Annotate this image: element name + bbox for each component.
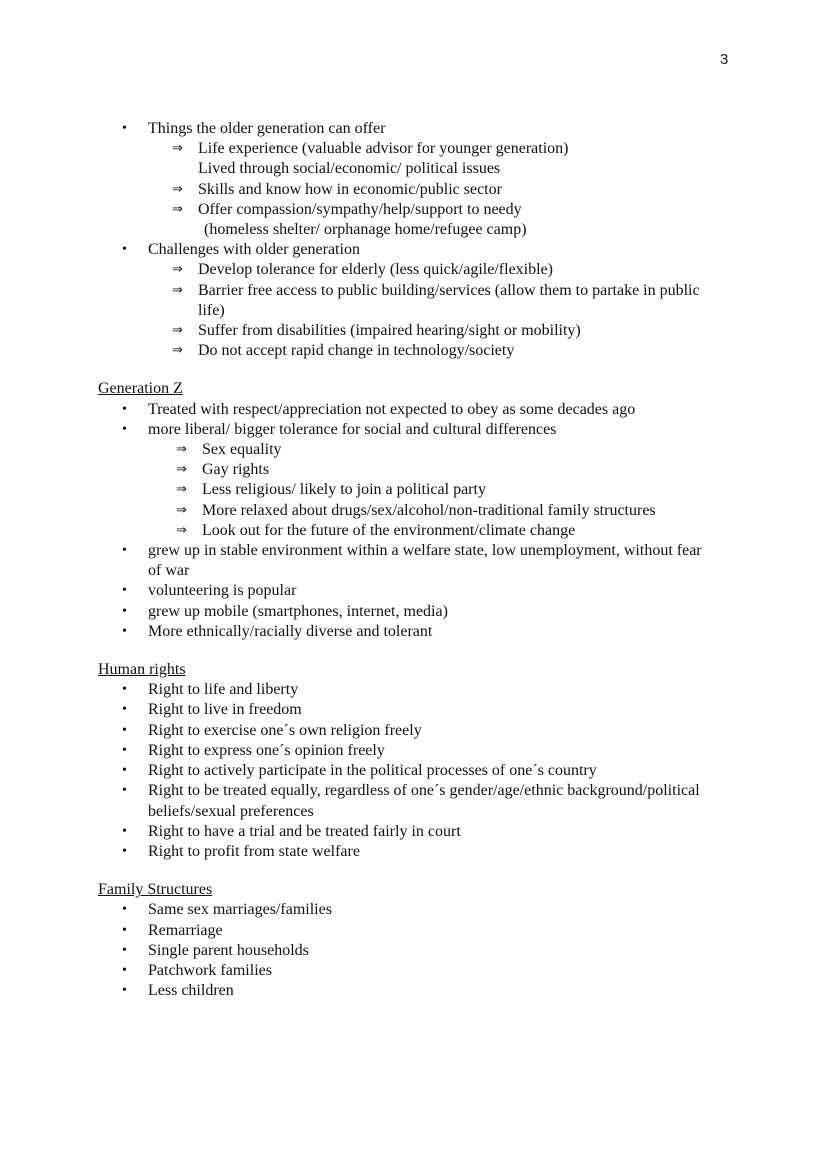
bullet-icon: • (122, 922, 127, 938)
sub-list-item-continuation: (homeless shelter/ orphanage home/refugee camp) (204, 221, 527, 239)
bullet-icon: • (122, 121, 127, 136)
list-item: • Remarriage (98, 921, 738, 941)
bullet-icon: • (122, 763, 127, 779)
bullet-icon: • (122, 962, 127, 978)
bullet-icon: • (122, 942, 127, 958)
sub-list-item: ⇒ Less religious/ likely to join a political party (98, 480, 738, 500)
arrow-icon: ⇒ (176, 502, 187, 518)
list-item: • Right to life and liberty (98, 680, 738, 700)
bullet-icon: • (122, 902, 127, 918)
arrow-icon: ⇒ (172, 343, 183, 359)
sub-list-item: ⇒ Develop tolerance for elderly (less quick/agile/flexible) (98, 260, 738, 280)
bullet-icon: • (122, 623, 127, 639)
list-item: • Right to be treated equally, regardless of one´s gender/age/ethnic background/political (98, 781, 738, 801)
list-item: • Right to have a trial and be treated fairly in court (98, 822, 738, 842)
arrow-icon: ⇒ (172, 181, 183, 197)
page-content (98, 119, 738, 1001)
list-item: • Treated with respect/appreciation not expected to obey as some decades ago (98, 400, 738, 420)
sub-list-item-continuation: life) (198, 301, 225, 319)
list-item: • grew up in stable environment within a welfare state, low unemployment, without fear (98, 541, 738, 561)
list-item-continuation: of war (148, 562, 190, 580)
arrow-icon: ⇒ (176, 522, 187, 538)
arrow-icon: ⇒ (172, 141, 183, 157)
list-item: • volunteering is popular (98, 581, 738, 601)
sub-list-item: ⇒ Barrier free access to public building/services (allow them to partake in public (98, 281, 738, 301)
section-heading-human-rights: Human rights (98, 661, 186, 679)
arrow-icon: ⇒ (176, 442, 187, 458)
section-heading-generation-z: Generation Z (98, 380, 183, 398)
sub-list-item: ⇒ Do not accept rapid change in technology/society (98, 341, 738, 361)
arrow-icon: ⇒ (176, 482, 187, 498)
arrow-icon: ⇒ (172, 282, 183, 298)
bullet-icon: • (122, 242, 127, 258)
list-item: • Right to express one´s opinion freely (98, 741, 738, 761)
sub-list-item: ⇒ Sex equality (98, 440, 738, 460)
bullet-icon: • (122, 702, 127, 718)
bullet-icon: • (122, 742, 127, 758)
list-item: • Things the older generation can offer (98, 119, 738, 139)
bullet-icon: • (122, 823, 127, 839)
list-item: • More ethnically/racially diverse and tolerant (98, 622, 738, 642)
sub-list-item-continuation: Lived through social/economic/ political issues (198, 160, 501, 178)
arrow-icon: ⇒ (176, 462, 187, 478)
list-item: • Right to live in freedom (98, 700, 738, 720)
list-item: • Patchwork families (98, 961, 738, 981)
bullet-icon: • (122, 421, 127, 437)
list-item: • Single parent households (98, 941, 738, 961)
list-item: • Same sex marriages/families (98, 900, 738, 920)
list-item: • Right to actively participate in the political processes of one´s country (98, 761, 738, 781)
list-item: • Right to profit from state welfare (98, 842, 738, 862)
sub-list-item: ⇒ Gay rights (98, 460, 738, 480)
list-item: • grew up mobile (smartphones, internet, media) (98, 602, 738, 622)
arrow-icon: ⇒ (172, 262, 183, 278)
list-item-continuation: beliefs/sexual preferences (148, 802, 314, 820)
bullet-icon: • (122, 583, 127, 599)
sub-list-item: ⇒ Offer compassion/sympathy/help/support to needy (98, 200, 738, 220)
arrow-icon: ⇒ (172, 323, 183, 339)
bullet-icon: • (122, 983, 127, 999)
sub-list-item: ⇒ Look out for the future of the environment/climate change (98, 521, 738, 541)
bullet-icon: • (122, 401, 127, 417)
arrow-icon: ⇒ (172, 201, 183, 217)
section-heading-family-structures: Family Structures (98, 881, 213, 899)
bullet-icon: • (122, 543, 127, 559)
list-item: • Challenges with older generation (98, 240, 738, 260)
sub-list-item: ⇒ Life experience (valuable advisor for younger generation) (98, 139, 738, 159)
bullet-icon: • (122, 783, 127, 799)
bullet-icon: • (122, 722, 127, 738)
list-item: • Right to exercise one´s own religion freely (98, 721, 738, 741)
sub-list-item: ⇒ Suffer from disabilities (impaired hearing/sight or mobility) (98, 321, 738, 341)
bullet-icon: • (122, 843, 127, 859)
page-number: 3 (720, 51, 729, 68)
bullet-icon: • (122, 603, 127, 619)
bullet-icon: • (122, 682, 127, 698)
sub-list-item: ⇒ Skills and know how in economic/public sector (98, 180, 738, 200)
list-item: • more liberal/ bigger tolerance for social and cultural differences (98, 420, 738, 440)
sub-list-item: ⇒ More relaxed about drugs/sex/alcohol/non-traditional family structures (98, 501, 738, 521)
list-item: • Less children (98, 981, 738, 1001)
